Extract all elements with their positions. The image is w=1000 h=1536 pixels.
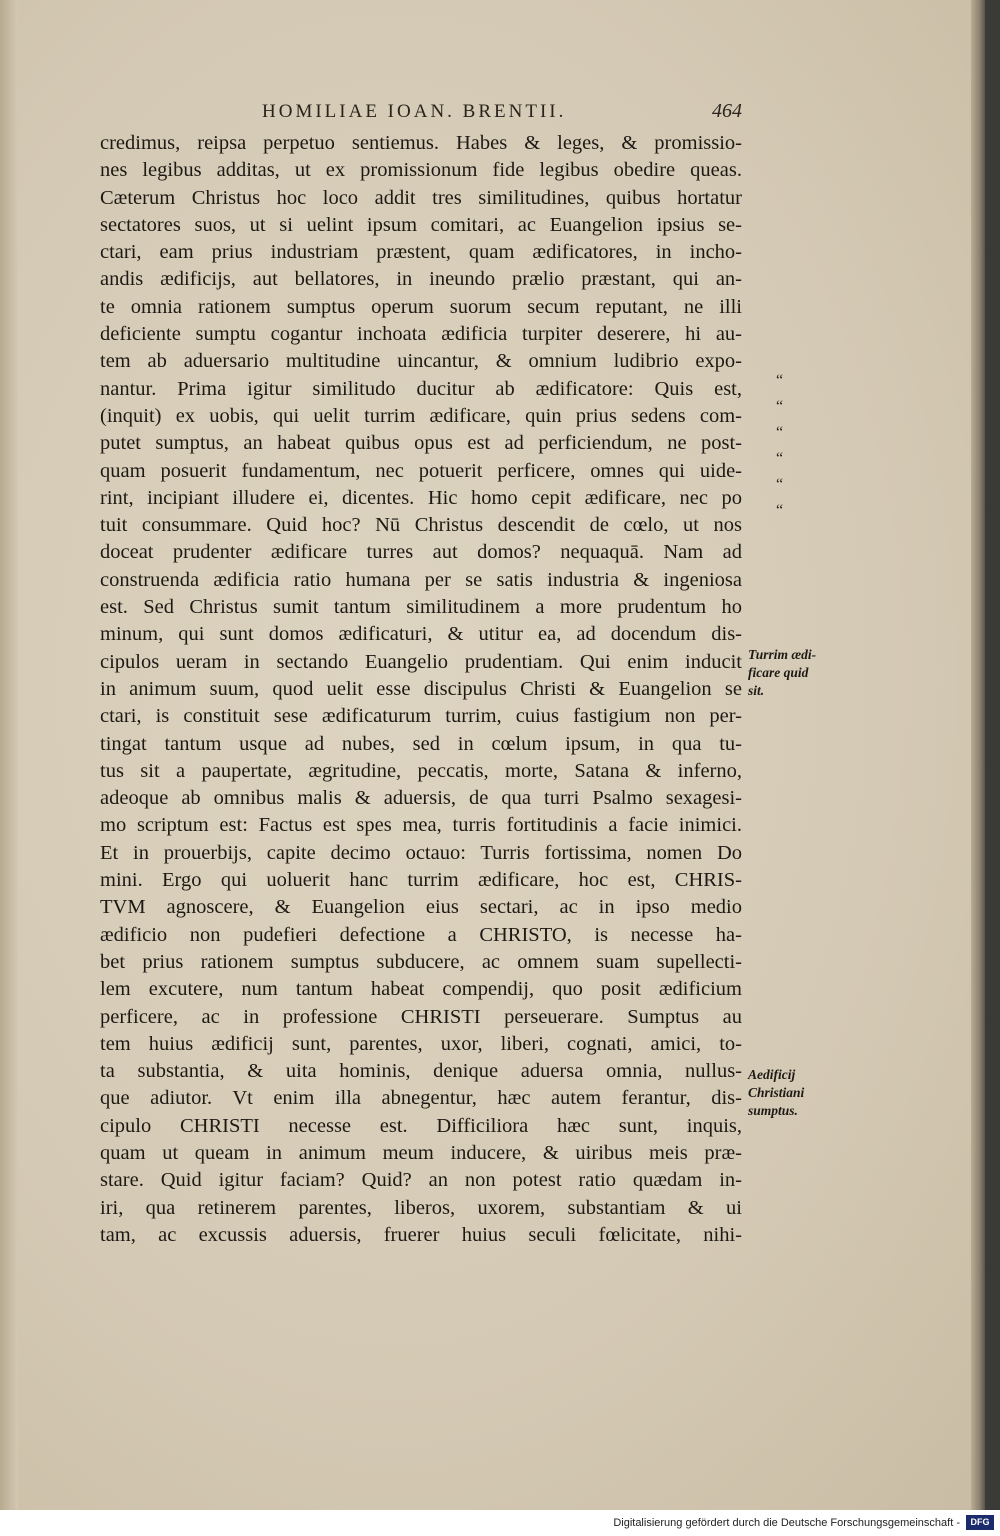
text-line: mini. Ergo qui uoluerit hanc turrim ædificare, hoc est, CHRIS- xyxy=(100,869,742,892)
text-line: stare. Quid igitur faciam? Quid? an non potest ratio quædam in- xyxy=(100,1169,742,1192)
text-line: ædificio non pudefieri defectione a CHRISTO, is necesse ha- xyxy=(100,923,742,946)
text-line: Cæterum Christus hoc loco addit tres similitudines, quibus hortatur xyxy=(100,186,742,209)
text-line: ctari, eam prius industriam præstent, quam ædificatores, in incho- xyxy=(100,241,742,264)
text-line: deficiente sumptu cogantur inchoata ædificia turpiter deserere, hi au- xyxy=(100,323,742,346)
text-line: Et in prouerbijs, capite decimo octauo: Turris fortissima, nomen Do xyxy=(100,841,742,864)
text-line: cipulo CHRISTI necesse est. Difficiliora hæc sunt, inquis, xyxy=(100,1114,742,1137)
text-line: ctari, is constituit sese ædificaturum turrim, cuius fastigium non per- xyxy=(100,705,742,728)
text-line: TVM agnoscere, & Euangelion eius sectari, ac in ipso medio xyxy=(100,896,742,919)
text-line: tingat tantum usque ad nubes, sed in cœlum ipsum, in qua tu- xyxy=(100,732,742,755)
text-line: que adiutor. Vt enim illa abnegentur, hæc autem ferantur, dis- xyxy=(100,1087,742,1110)
text-line: mo scriptum est: Factus est spes mea, turris fortitudinis a facie inimici. xyxy=(100,814,742,837)
quote-mark: “ xyxy=(776,502,784,519)
text-line: putet sumptus, an habeat quibus opus est ad perficiendum, ne post- xyxy=(100,432,742,455)
text-line: nes legibus additas, ut ex promissionum fide legibus obedire queas. xyxy=(100,159,742,182)
text-line: construenda ædificia ratio humana per se satis industria & ingeniosa xyxy=(100,568,742,591)
text-line: minum, qui sunt domos ædificaturi, & utitur ea, ad docendum dis- xyxy=(100,623,742,646)
quote-mark: “ xyxy=(776,372,784,389)
note-line: ficare quid xyxy=(748,665,809,680)
text-line: tem huius ædificij sunt, parentes, uxor, liberi, cognati, amici, to- xyxy=(100,1032,742,1055)
text-line: in animum suum, quod uelit esse discipulus Christi & Euangelion se xyxy=(100,677,742,700)
quote-mark: “ xyxy=(776,398,784,415)
digitization-footer xyxy=(0,1510,1000,1536)
text-line: rint, incipiant illudere ei, dicentes. Hic homo cepit ædificare, nec po xyxy=(100,486,742,509)
text-line: quam ut queam in animum meum inducere, & uiribus meis præ- xyxy=(100,1141,742,1164)
page-gutter xyxy=(0,0,18,1510)
text-line: quam posuerit fundamentum, nec potuerit perficere, omnes qui uide- xyxy=(100,459,742,482)
text-line: credimus, reipsa perpetuo sentiemus. Habes & leges, & promissio- xyxy=(100,132,742,154)
text-line: tuit consummare. Quid hoc? Nū Christus descendit de cœlo, ut nos xyxy=(100,514,742,537)
note-line: sumptus. xyxy=(748,1103,798,1118)
note-line: sit. xyxy=(748,683,765,698)
text-line: doceat prudenter ædificare turres aut domos? nequaquā. Nam ad xyxy=(100,541,742,564)
body-text xyxy=(100,130,742,1249)
quote-mark: “ xyxy=(776,450,784,467)
quote-mark: “ xyxy=(776,424,784,441)
note-line: Christiani xyxy=(748,1085,805,1100)
text-line: (inquit) ex uobis, qui uelit turrim ædificare, quin prius sedens com- xyxy=(100,404,742,427)
text-line: nantur. Prima igitur similitudo ducitur ab ædificatore: Quis est, xyxy=(100,377,742,400)
funding-credit: Digitalisierung gefördert durch die Deutsche Forschungsgemeinschaft - xyxy=(613,1517,960,1529)
text-line: iri, qua retinerem parentes, liberos, uxorem, substantiam & ui xyxy=(100,1196,742,1219)
marginal-note-aedificij xyxy=(748,1066,804,1120)
text-line: andis ædificijs, aut bellatores, in ineundo prælio præstant, qui an- xyxy=(100,268,742,291)
text-line: tem ab aduersario multitudine uincantur, & omnium ludibrio expo- xyxy=(100,350,742,373)
text-line: bet prius rationem sumptus subducere, ac omnem suam supellecti- xyxy=(100,950,742,973)
dfg-logo: DFG xyxy=(966,1515,994,1530)
page-edge xyxy=(971,0,985,1510)
text-line: sectatores suos, ut si uelint ipsum comitari, ac Euangelion ipsius se- xyxy=(100,213,742,236)
text-line: est. Sed Christus sumit tantum similitudinem a more prudentum ho xyxy=(100,596,742,619)
note-line: Aedificij xyxy=(748,1067,796,1082)
note-line: Turrim ædi- xyxy=(748,647,817,662)
text-line: ta substantia, & uita hominis, denique aduersa omnia, nullus- xyxy=(100,1060,742,1083)
running-title: HOMILIAE IOAN. BRENTII. xyxy=(262,101,567,122)
marginal-note-turrim xyxy=(748,646,816,700)
text-line: perficere, ac in professione CHRISTI perseuerare. Sumptus au xyxy=(100,1005,742,1028)
quote-marks xyxy=(776,368,796,524)
text-line: cipulos ueram in sectando Euangelio prudentiam. Qui enim inducit xyxy=(100,650,742,673)
text-line: adeoque ab omnibus malis & aduersis, de qua turri Psalmo sexagesi- xyxy=(100,787,742,810)
text-line: te omnia rationem sumptus operum suorum secum reputant, ne illi xyxy=(100,295,742,318)
folio-number: 464 xyxy=(712,100,742,122)
quote-mark: “ xyxy=(776,476,784,493)
text-line: tus sit a paupertate, ægritudine, peccatis, morte, Satana & inferno, xyxy=(100,759,742,782)
text-line: tam, ac excussis aduersis, fruerer huius seculi fœlicitate, nihi- xyxy=(100,1223,742,1246)
text-line: lem excutere, num tantum habeat compendij, quo posit ædificium xyxy=(100,978,742,1001)
